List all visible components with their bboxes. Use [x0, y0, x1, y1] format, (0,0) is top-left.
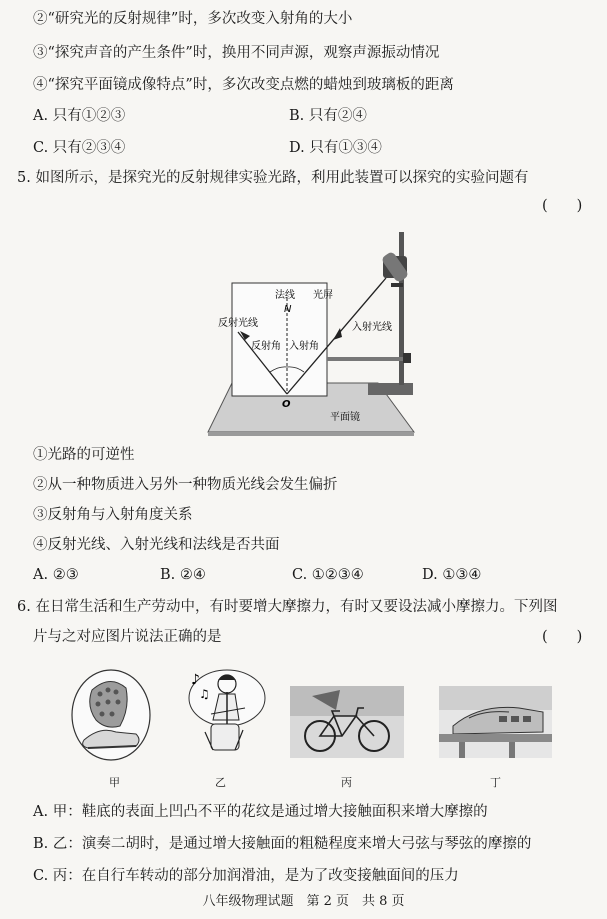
- q5-option-b: B. ②④: [160, 567, 206, 583]
- incident-arrow: [333, 328, 342, 340]
- q6-option-a: A. 甲：鞋底的表面上凹凸不平的花纹是通过增大接触面积来增大摩擦的: [33, 804, 488, 820]
- q5-option-d: D. ①③④: [422, 567, 482, 583]
- q4-item-4: ④“探究平面镜成像特点”时，多次改变点燃的蜡烛到玻璃板的距离: [33, 77, 454, 93]
- clamp-knob: [403, 353, 411, 363]
- q5-item-2: ②从一种物质进入另外一种物质光线会发生偏折: [33, 477, 338, 493]
- maglev-train-image: [439, 686, 552, 758]
- q5-answer-bracket: ( ): [542, 198, 583, 214]
- q4-option-b: B. 只有②④: [289, 108, 367, 124]
- q6-answer-bracket: ( ): [542, 629, 583, 645]
- erhu-player-image: [183, 662, 268, 757]
- normal-label: 法线: [275, 290, 295, 301]
- q5-option-c: C. ①②③④: [292, 567, 364, 583]
- q6-option-b: B. 乙：演奏二胡时，是通过增大接触面的粗糙程度来增大弓弦与琴弦的摩擦的: [33, 836, 532, 852]
- image-label-jia: 甲: [109, 776, 120, 789]
- n-label: N: [284, 304, 292, 315]
- q5-item-4: ④反射光线、入射光线和法线是否共面: [33, 537, 280, 553]
- incident-angle-label: 入射角: [289, 341, 319, 352]
- q6-option-c: C. 丙：在自行车转动的部分加润滑油，是为了改变接触面间的压力: [33, 868, 459, 884]
- reflect-angle-label: 反射角: [251, 341, 281, 352]
- image-label-ding: 丁: [490, 776, 501, 789]
- svg-text:♪: ♪: [191, 672, 200, 688]
- q6-stem-line2: 片与之对应图片说法正确的是: [33, 629, 222, 645]
- q5-item-3: ③反射角与入射角度关系: [33, 507, 193, 523]
- q4-option-c: C. 只有②③④: [33, 140, 126, 156]
- screen-label: 光屏: [313, 290, 333, 301]
- stand-base: [368, 383, 413, 395]
- q4-option-d: D. 只有①③④: [289, 140, 382, 156]
- reflected-ray-label: 反射光线: [218, 318, 258, 329]
- mirror-base-edge: [208, 432, 414, 436]
- image-label-yi: 乙: [215, 776, 226, 789]
- q5-item-1: ①光路的可逆性: [33, 447, 135, 463]
- incident-ray-label: 入射光线: [352, 322, 392, 333]
- reflection-apparatus-figure: [200, 228, 430, 438]
- q4-item-2: ②“研究光的反射规律”时，多次改变入射角的大小: [33, 11, 353, 27]
- q5-stem: 5. 如图所示，是探究光的反射规律实验光路，利用此装置可以探究的实验问题有: [17, 170, 529, 186]
- o-label: O: [282, 399, 291, 410]
- q6-stem-line1: 6. 在日常生活和生产劳动中，有时要增大摩擦力，有时又要设法减小摩擦力。下列图: [17, 599, 558, 615]
- svg-text:♫: ♫: [199, 687, 210, 701]
- page-footer: 八年级物理试题 第 2 页 共 8 页: [202, 894, 405, 909]
- clamp-arm: [327, 357, 407, 361]
- shoe-image: [70, 668, 152, 763]
- q5-option-a: A. ②③: [33, 567, 79, 583]
- bicycle-image: [290, 686, 404, 758]
- q4-item-3: ③“探究声音的产生条件”时，换用不同声源，观察声源振动情况: [33, 45, 440, 61]
- q4-option-a: A. 只有①②③: [33, 108, 126, 124]
- laser-lamp: [381, 251, 410, 287]
- mirror-label: 平面镜: [330, 412, 360, 423]
- image-label-bing: 丙: [341, 776, 352, 789]
